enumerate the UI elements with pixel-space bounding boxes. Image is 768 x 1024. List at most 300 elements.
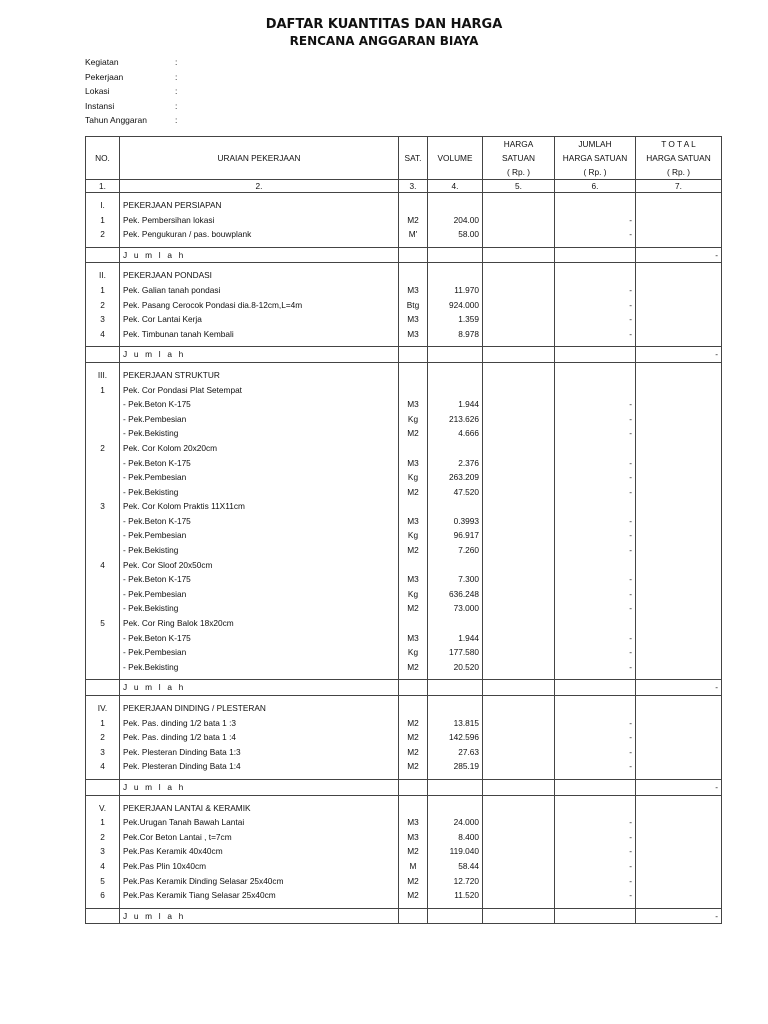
item-unit: M2 (399, 660, 428, 675)
item-amount: - (555, 227, 636, 242)
total-label: J u m l a h (120, 680, 399, 696)
table-row (86, 815, 722, 830)
item-unit-price (483, 716, 555, 731)
item-total (636, 759, 722, 774)
item-volume: 13.815 (428, 716, 483, 731)
total-label: J u m l a h (120, 347, 399, 363)
item-unit: Kg (399, 470, 428, 485)
meta-colon: : (175, 71, 178, 82)
item-description: Pek.Pas Keramik 40x40cm (120, 844, 399, 859)
item-description: Pek. Pembersihan lokasi (120, 213, 399, 228)
section-header-row (86, 801, 722, 816)
section-total-value: - (636, 247, 722, 263)
table-row (86, 227, 722, 242)
item-unit (399, 441, 428, 456)
empty-cell (86, 247, 120, 263)
table-row (86, 312, 722, 327)
item-description: Pek.Cor Beton Lantai , t=7cm (120, 830, 399, 845)
item-total (636, 499, 722, 514)
item-unit: Kg (399, 587, 428, 602)
item-unit-price (483, 745, 555, 760)
item-volume: 2.376 (428, 456, 483, 471)
col-number: 5. (483, 180, 555, 193)
rab-table (85, 136, 722, 924)
table-row (86, 441, 722, 456)
item-unit-price (483, 601, 555, 616)
item-total (636, 830, 722, 845)
item-total (636, 730, 722, 745)
item-total (636, 587, 722, 602)
item-description: - Pek.Bekisting (120, 660, 399, 675)
section-total-row (86, 680, 722, 696)
item-total (636, 283, 722, 298)
section-number: V. (86, 801, 120, 816)
total-label: J u m l a h (120, 908, 399, 924)
item-description: - Pek.Beton K-175 (120, 397, 399, 412)
table-row (86, 514, 722, 529)
item-unit: M3 (399, 631, 428, 646)
empty-cell (428, 368, 483, 383)
document-title: DAFTAR KUANTITAS DAN HARGA (265, 17, 503, 32)
item-description: - Pek.Pembesian (120, 528, 399, 543)
item-volume: 12.720 (428, 874, 483, 889)
table-row (86, 759, 722, 774)
item-unit: M2 (399, 213, 428, 228)
item-amount: - (555, 830, 636, 845)
item-number: 3 (86, 745, 120, 760)
item-unit: M2 (399, 844, 428, 859)
item-total (636, 383, 722, 398)
item-number (86, 528, 120, 543)
item-volume: 142.596 (428, 730, 483, 745)
empty-cell (428, 680, 483, 696)
item-volume: 263.209 (428, 470, 483, 485)
section-header-row (86, 701, 722, 716)
item-total (636, 470, 722, 485)
item-unit-price (483, 327, 555, 342)
section-number: II. (86, 268, 120, 283)
item-number: 1 (86, 213, 120, 228)
item-number (86, 485, 120, 500)
empty-cell (86, 347, 120, 363)
table-row (86, 558, 722, 573)
item-volume: 24.000 (428, 815, 483, 830)
item-description: - Pek.Beton K-175 (120, 456, 399, 471)
item-description: - Pek.Bekisting (120, 543, 399, 558)
header-jumlah-3: ( Rp. ) (555, 165, 636, 180)
item-description: Pek.Pas Plin 10x40cm (120, 859, 399, 874)
item-unit: Kg (399, 645, 428, 660)
item-number (86, 397, 120, 412)
item-unit: M3 (399, 327, 428, 342)
table-row (86, 716, 722, 731)
item-volume: 58.00 (428, 227, 483, 242)
table-header (86, 137, 722, 193)
empty-cell (483, 701, 555, 716)
empty-cell (399, 347, 428, 363)
item-number (86, 631, 120, 646)
item-description: Pek. Cor Pondasi Plat Setempat (120, 383, 399, 398)
item-total (636, 213, 722, 228)
table-row (86, 730, 722, 745)
item-unit: M3 (399, 312, 428, 327)
item-volume: 11.520 (428, 888, 483, 903)
item-total (636, 528, 722, 543)
item-description: - Pek.Beton K-175 (120, 572, 399, 587)
table-row (86, 213, 722, 228)
table-row (86, 499, 722, 514)
table-row (86, 327, 722, 342)
item-total (636, 543, 722, 558)
header-total-2: HARGA SATUAN (636, 151, 722, 165)
item-number: 1 (86, 283, 120, 298)
item-number: 3 (86, 312, 120, 327)
empty-cell (636, 701, 722, 716)
item-amount: - (555, 759, 636, 774)
item-description: - Pek.Pembesian (120, 412, 399, 427)
item-total (636, 227, 722, 242)
item-volume: 0.3993 (428, 514, 483, 529)
item-total (636, 601, 722, 616)
empty-cell (555, 247, 636, 263)
item-volume: 11.970 (428, 283, 483, 298)
item-volume: 1.944 (428, 631, 483, 646)
item-description: - Pek.Bekisting (120, 426, 399, 441)
item-unit-price (483, 888, 555, 903)
section-total-value: - (636, 680, 722, 696)
item-description: Pek.Pas Keramik Tiang Selasar 25x40cm (120, 888, 399, 903)
item-unit-price (483, 441, 555, 456)
item-volume: 8.400 (428, 830, 483, 845)
table-row (86, 745, 722, 760)
item-total (636, 874, 722, 889)
empty-cell (483, 347, 555, 363)
item-amount (555, 616, 636, 631)
item-number: 2 (86, 227, 120, 242)
item-description: Pek. Plesteran Dinding Bata 1:3 (120, 745, 399, 760)
item-description: - Pek.Beton K-175 (120, 514, 399, 529)
column-numbering (86, 180, 722, 193)
header-no: NO. (86, 137, 120, 180)
meta-colon: : (175, 86, 178, 97)
item-volume: 8.978 (428, 327, 483, 342)
item-volume: 27.63 (428, 745, 483, 760)
empty-cell (428, 247, 483, 263)
empty-cell (483, 198, 555, 213)
item-total (636, 859, 722, 874)
empty-cell (483, 247, 555, 263)
item-number: 6 (86, 888, 120, 903)
item-description: - Pek.Pembesian (120, 645, 399, 660)
item-unit: M3 (399, 830, 428, 845)
item-number: 1 (86, 716, 120, 731)
item-amount: - (555, 412, 636, 427)
item-volume: 96.917 (428, 528, 483, 543)
item-description: Pek. Timbunan tanah Kembali (120, 327, 399, 342)
table-row (86, 283, 722, 298)
item-total (636, 631, 722, 646)
item-volume (428, 441, 483, 456)
empty-cell (399, 368, 428, 383)
item-unit (399, 499, 428, 514)
item-unit: Btg (399, 298, 428, 313)
table-row (86, 660, 722, 675)
item-unit: M3 (399, 514, 428, 529)
item-volume: 4.666 (428, 426, 483, 441)
empty-cell (399, 779, 428, 795)
item-total (636, 412, 722, 427)
empty-cell (555, 779, 636, 795)
table-row (86, 874, 722, 889)
header-harga-2: SATUAN (483, 151, 555, 165)
empty-cell (86, 680, 120, 696)
section-total-row (86, 347, 722, 363)
item-volume: 47.520 (428, 485, 483, 500)
table-row (86, 426, 722, 441)
item-amount: - (555, 631, 636, 646)
item-description: Pek. Galian tanah pondasi (120, 283, 399, 298)
item-number (86, 543, 120, 558)
item-amount: - (555, 298, 636, 313)
item-unit-price (483, 616, 555, 631)
item-total (636, 514, 722, 529)
empty-cell (399, 801, 428, 816)
item-unit: M (399, 859, 428, 874)
meta-label: Pekerjaan (85, 71, 124, 82)
empty-cell (555, 268, 636, 283)
item-total (636, 815, 722, 830)
header-harga-3: ( Rp. ) (483, 165, 555, 180)
item-unit: M2 (399, 745, 428, 760)
item-volume (428, 616, 483, 631)
item-unit-price (483, 874, 555, 889)
col-number: 7. (636, 180, 722, 193)
item-description: Pek. Cor Ring Balok 18x20cm (120, 616, 399, 631)
meta-colon: : (175, 57, 178, 67)
empty-cell (399, 268, 428, 283)
item-number (86, 514, 120, 529)
item-total (636, 745, 722, 760)
header-volume: VOLUME (428, 137, 483, 180)
meta-label: Tahun Anggaran (85, 115, 147, 126)
empty-cell (428, 198, 483, 213)
item-volume: 7.300 (428, 572, 483, 587)
item-description: - Pek.Bekisting (120, 601, 399, 616)
item-total (636, 298, 722, 313)
item-number (86, 645, 120, 660)
item-number: 3 (86, 844, 120, 859)
table-row (86, 298, 722, 313)
item-unit-price (483, 587, 555, 602)
item-total (636, 645, 722, 660)
item-unit: Kg (399, 528, 428, 543)
empty-cell (399, 908, 428, 924)
col-number: 4. (428, 180, 483, 193)
empty-cell (555, 908, 636, 924)
item-volume: 20.520 (428, 660, 483, 675)
header-sat: SAT. (399, 137, 428, 180)
item-total (636, 558, 722, 573)
item-number: 2 (86, 730, 120, 745)
item-unit-price (483, 558, 555, 573)
empty-cell (483, 779, 555, 795)
col-number: 1. (86, 180, 120, 193)
item-description: Pek. Pasang Cerocok Pondasi dia.8-12cm,L=4m (120, 298, 399, 313)
table-row (86, 645, 722, 660)
item-unit-price (483, 830, 555, 845)
item-amount: - (555, 572, 636, 587)
item-description: Pek. Plesteran Dinding Bata 1:4 (120, 759, 399, 774)
empty-cell (636, 198, 722, 213)
item-unit: M2 (399, 874, 428, 889)
item-unit-price (483, 543, 555, 558)
item-number: 5 (86, 616, 120, 631)
section-total-value: - (636, 347, 722, 363)
item-number: 2 (86, 298, 120, 313)
meta-row-instansi (85, 99, 185, 114)
section-header-row (86, 268, 722, 283)
item-volume (428, 558, 483, 573)
table-row (86, 412, 722, 427)
item-unit-price (483, 815, 555, 830)
item-total (636, 312, 722, 327)
item-unit-price (483, 572, 555, 587)
item-description: Pek. Cor Lantai Kerja (120, 312, 399, 327)
item-amount: - (555, 213, 636, 228)
item-unit-price (483, 312, 555, 327)
item-amount: - (555, 397, 636, 412)
item-unit: M' (399, 227, 428, 242)
item-amount: - (555, 745, 636, 760)
item-amount: - (555, 327, 636, 342)
section-title: PEKERJAAN PONDASI (120, 268, 399, 283)
item-total (636, 456, 722, 471)
col-number: 3. (399, 180, 428, 193)
meta-colon: : (175, 115, 178, 126)
item-unit-price (483, 730, 555, 745)
section-number: I. (86, 198, 120, 213)
item-unit: M2 (399, 426, 428, 441)
item-unit-price (483, 844, 555, 859)
item-number: 2 (86, 441, 120, 456)
item-unit-price (483, 645, 555, 660)
item-amount (555, 499, 636, 514)
item-unit: M3 (399, 572, 428, 587)
table-row (86, 844, 722, 859)
table-row (86, 572, 722, 587)
item-number: 3 (86, 499, 120, 514)
item-volume: 7.260 (428, 543, 483, 558)
section-title: PEKERJAAN LANTAI & KERAMIK (120, 801, 399, 816)
item-unit-price (483, 426, 555, 441)
total-label: J u m l a h (120, 247, 399, 263)
table-row (86, 397, 722, 412)
item-total (636, 572, 722, 587)
item-volume (428, 383, 483, 398)
item-description: Pek.Urugan Tanah Bawah Lantai (120, 815, 399, 830)
item-amount: - (555, 645, 636, 660)
item-amount: - (555, 528, 636, 543)
item-total (636, 616, 722, 631)
item-amount: - (555, 859, 636, 874)
header-total-3: ( Rp. ) (636, 165, 722, 180)
item-unit-price (483, 213, 555, 228)
item-total (636, 716, 722, 731)
empty-cell (399, 247, 428, 263)
empty-cell (636, 268, 722, 283)
item-number (86, 601, 120, 616)
item-number (86, 456, 120, 471)
item-unit-price (483, 528, 555, 543)
table-row (86, 888, 722, 903)
item-number: 4 (86, 327, 120, 342)
item-unit: M2 (399, 485, 428, 500)
item-description: - Pek.Pembesian (120, 470, 399, 485)
table-row (86, 470, 722, 485)
item-description: Pek. Cor Sloof 20x50cm (120, 558, 399, 573)
empty-cell (428, 268, 483, 283)
item-unit (399, 616, 428, 631)
empty-cell (555, 347, 636, 363)
empty-cell (555, 701, 636, 716)
item-unit: M3 (399, 456, 428, 471)
table-row (86, 587, 722, 602)
item-amount: - (555, 660, 636, 675)
item-number: 2 (86, 830, 120, 845)
item-amount: - (555, 874, 636, 889)
section-total-row (86, 779, 722, 795)
section-total-value: - (636, 779, 722, 795)
item-unit: M3 (399, 815, 428, 830)
table-row (86, 383, 722, 398)
item-number: 1 (86, 383, 120, 398)
item-number (86, 426, 120, 441)
item-total (636, 844, 722, 859)
item-description: Pek. Pengukuran / pas. bouwplank (120, 227, 399, 242)
item-amount: - (555, 815, 636, 830)
item-number: 5 (86, 874, 120, 889)
item-unit (399, 383, 428, 398)
item-unit-price (483, 759, 555, 774)
item-amount: - (555, 470, 636, 485)
meta-row-tahun-anggaran (85, 113, 185, 128)
empty-cell (399, 701, 428, 716)
table-row (86, 543, 722, 558)
item-total (636, 485, 722, 500)
header-harga-1: HARGA (483, 137, 555, 152)
item-amount: - (555, 456, 636, 471)
item-unit-price (483, 456, 555, 471)
item-unit-price (483, 298, 555, 313)
item-unit-price (483, 383, 555, 398)
item-amount: - (555, 844, 636, 859)
section-number: III. (86, 368, 120, 383)
section-title: PEKERJAAN STRUKTUR (120, 368, 399, 383)
total-label: J u m l a h (120, 779, 399, 795)
item-volume: 285.19 (428, 759, 483, 774)
item-volume: 58.44 (428, 859, 483, 874)
item-amount: - (555, 312, 636, 327)
empty-cell (428, 801, 483, 816)
empty-cell (428, 908, 483, 924)
table-row (86, 616, 722, 631)
empty-cell (483, 368, 555, 383)
item-unit: M2 (399, 759, 428, 774)
empty-cell (483, 680, 555, 696)
table-row (86, 830, 722, 845)
item-unit (399, 558, 428, 573)
section-total-row (86, 247, 722, 263)
